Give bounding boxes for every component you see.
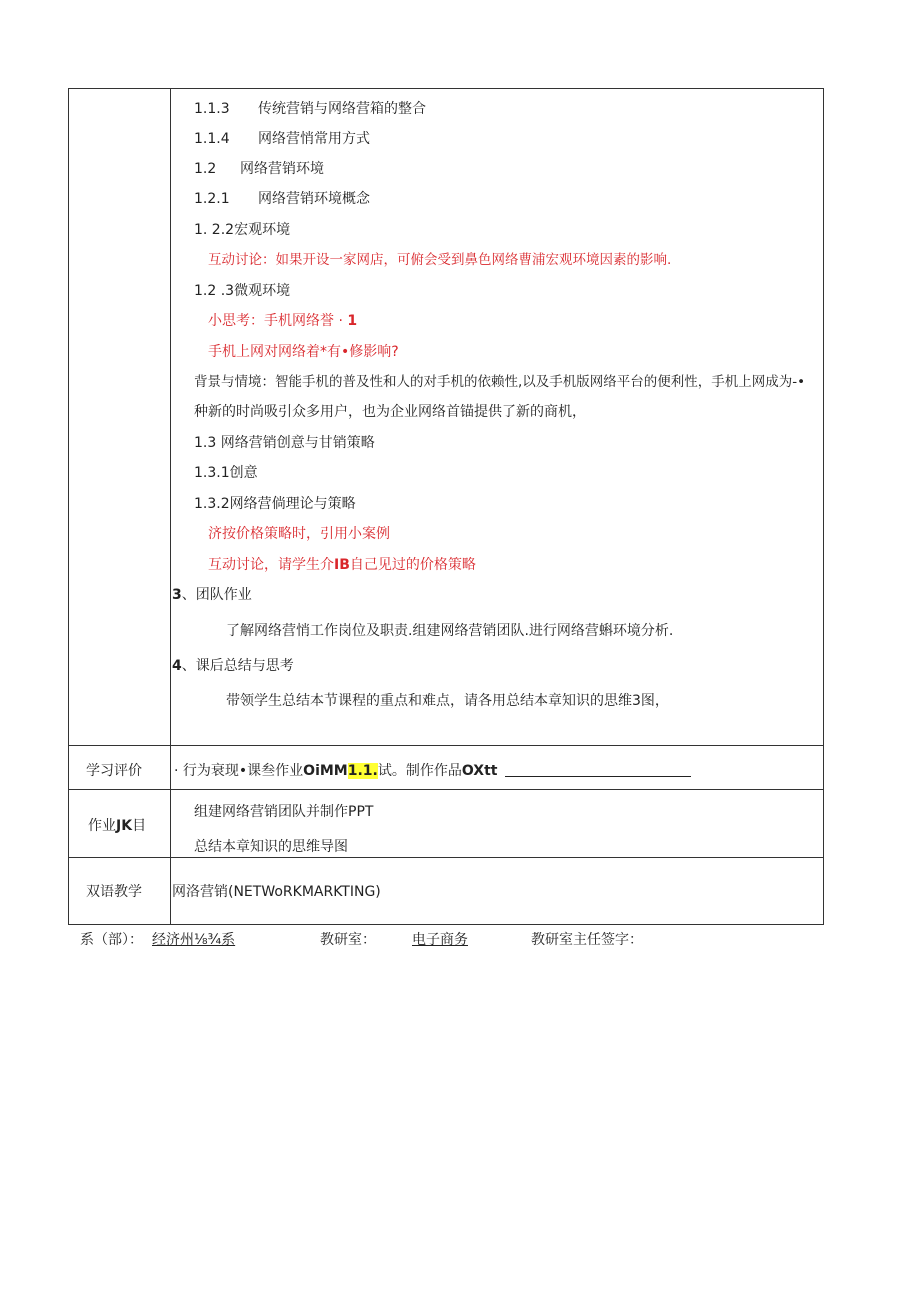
footer-office-label: 教研室： xyxy=(320,932,376,948)
homework-label-post: 目 xyxy=(132,818,147,834)
content-line-mobile: 手机上网对网络着*有•修影响? xyxy=(208,344,399,360)
content-line-1-3: 1.3 网络营销创意与甘销策略 xyxy=(194,435,375,451)
homework-label-bold: JK xyxy=(116,818,133,834)
section-title: 网络营悄常用方式 xyxy=(258,131,370,147)
content-line-1-2-1 xyxy=(194,190,370,208)
content-line-discussion-2 xyxy=(208,556,476,574)
row-divider-3 xyxy=(68,857,824,858)
eval-bold-2: OXtt xyxy=(461,763,498,779)
discussion-bold: IB xyxy=(334,557,350,573)
eval-content xyxy=(174,762,691,780)
section-title: 网络营销环境概念 xyxy=(258,191,370,207)
section-3-body: 了解网络营悄工作岗位及职责.组建网络营销团队.进行网络营蝌环境分析. xyxy=(226,623,674,639)
content-line-1-1-3 xyxy=(194,100,426,118)
eval-mid: 试。制作作品 xyxy=(377,763,462,779)
table-border-bottom xyxy=(68,924,824,925)
bilingual-label: 双语教学 xyxy=(86,884,142,900)
eval-blank-line xyxy=(505,762,691,777)
content-line-1-1-4 xyxy=(194,130,370,148)
eval-bold-1: OiMM xyxy=(303,763,348,779)
section-4-title: 、课后总结与思考 xyxy=(181,658,294,674)
section-number: 1.1.3 xyxy=(194,101,230,117)
row-divider-2 xyxy=(68,789,824,790)
content-line-background-cont: 种新的时尚吸引众多用户，也为企业网络首锚提供了新的商机， xyxy=(194,404,586,420)
footer-office-value: 电子商务 xyxy=(412,932,468,948)
content-line-think xyxy=(208,312,357,330)
eval-label: 学习评价 xyxy=(86,763,142,779)
table-border-right xyxy=(823,88,824,925)
section-title: 传统营销与网络营箱的整合 xyxy=(258,101,426,117)
section-number: 1.2.1 xyxy=(194,191,230,207)
footer-dept-value: 经济州⅛¾系 xyxy=(152,932,236,948)
section-3-heading xyxy=(172,586,252,604)
content-line-macro-env: 1. 2.2宏观环境 xyxy=(194,222,291,238)
table-border-top xyxy=(68,88,824,89)
homework-label xyxy=(88,817,146,835)
content-line-micro-env: 1.2 .3微观环境 xyxy=(194,283,291,299)
eval-highlight: 1.1. xyxy=(347,763,378,779)
section-4-heading xyxy=(172,657,294,675)
discussion-pre: 互动讨论，请学生介 xyxy=(208,557,334,573)
eval-pre: · 行为衰现•课叁作业 xyxy=(174,763,304,779)
footer-director-label: 教研室主任签字： xyxy=(531,932,643,948)
homework-label-pre: 作业 xyxy=(88,818,116,834)
content-line-1-3-1: 1.3.1创意 xyxy=(194,465,258,481)
bilingual-text: 网洛营销(NETWoRKMARKTING) xyxy=(172,884,381,900)
section-title: 网络营销环境 xyxy=(240,161,324,177)
section-number: 1.1.4 xyxy=(194,131,230,147)
content-line-1-2 xyxy=(194,160,324,178)
content-line-1-3-2: 1.3.2网络营倘理论与策略 xyxy=(194,496,356,512)
think-number: 1 xyxy=(347,313,358,329)
section-number: 1.2 xyxy=(194,161,217,177)
discussion-post: 自己见过的价格策略 xyxy=(349,557,476,573)
row-divider-1 xyxy=(68,745,824,746)
content-line-background: 背景与情境：智能手机的普及性和人的对手机的依赖性,以及手机版网络平台的便利性，手机上网成为-• xyxy=(194,374,806,390)
homework-item: 组建网络营销团队并制作PPT xyxy=(194,804,374,820)
footer-dept-label: 系（部）： xyxy=(80,932,143,948)
section-3-title: 、团队作业 xyxy=(181,587,252,603)
section-4-body: 带领学生总结本节课程的重点和难点，请各用总结本章知识的思维3图， xyxy=(226,693,669,709)
content-line-discussion-1: 互动讨论：如果开设一家网店，可俯会受到鼻色网络曹浦宏观环境因素的影响. xyxy=(208,252,672,268)
think-text: 小思考：手机网络誉 · xyxy=(208,313,348,329)
table-divider-column xyxy=(170,88,171,925)
section-3-number: 3 xyxy=(172,587,182,603)
section-4-number: 4 xyxy=(172,658,182,674)
table-border-left xyxy=(68,88,69,925)
content-line-case: 济按价格策略时，引用小案例 xyxy=(208,526,390,542)
homework-item: 总结本章知识的思维导图 xyxy=(194,839,348,855)
